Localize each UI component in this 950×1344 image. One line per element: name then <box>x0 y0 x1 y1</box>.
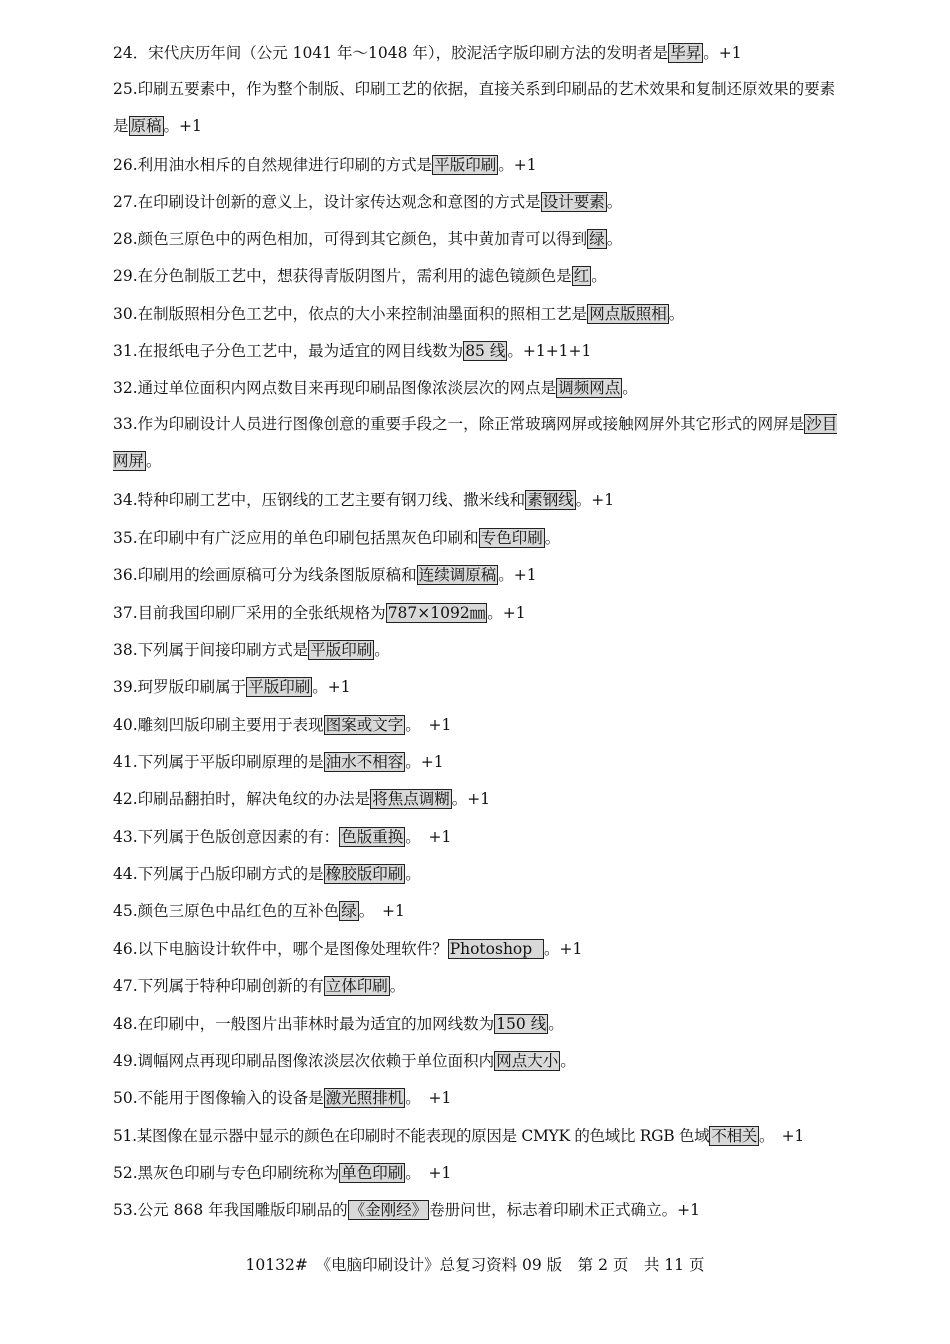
question-text: 在印刷中有广泛应用的单色印刷包括黑灰色印刷和 <box>137 529 479 547</box>
question-28: 28.颜色三原色中的两色相加，可得到其它颜色，其中黄加青可以得到 绿 。 <box>113 230 623 248</box>
question-24: 24．宋代庆历年间（公元 1041 年～1048 年），胶泥活字版印刷方法的发明者是 毕昇 。+1 <box>113 44 742 62</box>
question-text: 印刷品翻拍时，解决龟纹的办法是 <box>137 790 371 808</box>
question-text: 下列属于色版创意因素的有： <box>137 828 340 846</box>
question-32: 32.通过单位面积内网点数目来再现印刷品图像浓淡层次的网点是 调频网点 。 <box>113 379 638 397</box>
question-number: 24 <box>113 44 133 62</box>
answer-box: 单色印刷 <box>341 1164 404 1182</box>
question-number: 43 <box>113 828 133 846</box>
question-38: 38.下列属于间接印刷方式是 平版印刷 。 <box>113 641 390 659</box>
question-suffix: 。+1 <box>487 604 526 622</box>
answer-box: 专色印刷 <box>480 529 543 547</box>
answer-box: 沙目网屏 <box>113 415 838 470</box>
answer-box: 85 线 <box>465 342 506 360</box>
answer-box: 素钢线 <box>527 491 574 509</box>
question-text: 印刷用的绘画原稿可分为线条图版原稿和 <box>137 566 417 584</box>
question-34: 34.特种印刷工艺中，压钢线的工艺主要有钢刀线、撒米线和 素钢线 。+1 <box>113 491 615 509</box>
question-suffix: 。+1 <box>575 491 615 509</box>
question-50: 50.不能用于图像输入的设备是 激光照排机 。 +1 <box>113 1089 452 1107</box>
answer-box: 绿 <box>589 230 605 248</box>
question-suffix: 。 <box>606 193 623 211</box>
question-number: 35 <box>113 529 133 547</box>
question-suffix: 。 <box>548 1015 564 1033</box>
question-text: 以下电脑设计软件中，哪个是图像处理软件？ <box>137 940 448 958</box>
question-text: 调幅网点再现印刷品图像浓淡层次依赖于单位面积内 <box>137 1052 495 1070</box>
answer-box: 网点大小 <box>496 1052 559 1070</box>
answer-box: 平版印刷 <box>434 156 497 174</box>
question-39: 39.珂罗版印刷属于 平版印刷 。+1 <box>113 678 351 696</box>
question-number: 25 <box>113 80 133 98</box>
question-suffix: 。 +1 <box>405 828 452 846</box>
question-51: 51.某图像在显示器中显示的颜色在印刷时不能表现的原因是 CMYK 的色域比 RGB 色域 不相关 。 +1 <box>113 1127 804 1145</box>
question-text: 黑灰色印刷与专色印刷统称为 <box>137 1164 340 1182</box>
question-suffix: 。+1 <box>703 44 742 62</box>
question-text: 在印刷中，一般图片出菲林时最为适宜的加网线数为 <box>137 1015 495 1033</box>
question-suffix: 。+1+1+1 <box>507 342 592 360</box>
question-46: 46.以下电脑设计软件中，哪个是图像处理软件？ Photoshop 。+1 <box>113 940 583 958</box>
answer-box: 红 <box>573 267 590 285</box>
question-text: 宋代庆历年间（公元 1041 年～1048 年），胶泥活字版印刷方法的发明者是 <box>148 44 669 62</box>
answer-box: 787×1092㎜ <box>387 604 486 622</box>
answer-box: 150 线 <box>496 1015 547 1033</box>
question-number: 26 <box>113 156 133 174</box>
question-43: 43.下列属于色版创意因素的有： 色版重换 。 +1 <box>113 828 452 846</box>
question-44: 44.下列属于凸版印刷方式的是 橡胶版印刷 。 <box>113 865 421 883</box>
question-number: 50 <box>113 1089 133 1107</box>
question-45: 45.颜色三原色中品红色的互补色 绿 。 +1 <box>113 902 405 920</box>
question-number: 41 <box>113 753 133 771</box>
question-suffix: 。 +1 <box>405 716 452 734</box>
question-number: 47 <box>113 977 133 995</box>
answer-box: 连续调原稿 <box>418 566 497 584</box>
question-text: 雕刻凹版印刷主要用于表现 <box>137 716 324 734</box>
question-number: 29 <box>113 267 133 285</box>
question-text: 下列属于平版印刷原理的是 <box>137 753 324 771</box>
answer-box: 不相关 <box>711 1127 757 1145</box>
question-suffix: 。 <box>668 305 685 323</box>
question-40: 40.雕刻凹版印刷主要用于表现 图案或文字 。 +1 <box>113 716 452 734</box>
question-text: 在制版照相分色工艺中，依点的大小来控制油墨面积的照相工艺是 <box>137 305 588 323</box>
answer-box: 绿 <box>341 902 357 920</box>
question-suffix: 。+1 <box>163 117 202 135</box>
question-suffix: 。 <box>146 452 162 470</box>
answer-box: Photoshop <box>449 940 543 958</box>
question-number: 53 <box>113 1201 133 1219</box>
answer-box: 立体印刷 <box>325 977 388 995</box>
question-number: 49 <box>113 1052 133 1070</box>
question-suffix: 卷册问世，标志着印刷术正式确立。+1 <box>429 1201 700 1219</box>
question-number: 48 <box>113 1015 133 1033</box>
question-25: 25.印刷五要素中，作为整个制版、印刷工艺的依据，直接关系到印刷品的艺术效果和复制还原效果的要素是 原稿 。+1 <box>113 80 836 135</box>
question-suffix: 。 <box>389 977 406 995</box>
question-53: 53.公元 868 年我国雕版印刷品的 《金刚经》 卷册问世，标志着印刷术正式确立。+1 <box>113 1201 700 1219</box>
question-suffix: 。 +1 <box>358 902 405 920</box>
question-text: 不能用于图像输入的设备是 <box>137 1089 324 1107</box>
question-number: 30 <box>113 305 133 323</box>
question-text: 公元 868 年我国雕版印刷品的 <box>137 1201 348 1219</box>
question-suffix: 。+1 <box>498 156 537 174</box>
question-suffix: 。+1 <box>498 566 537 584</box>
page-footer: 10132# 《电脑印刷设计》总复习资料 09 版 第 2 页 共 11 页 <box>245 1256 705 1274</box>
question-number: 40 <box>113 716 133 734</box>
question-suffix: 。 +1 <box>405 1089 452 1107</box>
question-35: 35.在印刷中有广泛应用的单色印刷包括黑灰色印刷和 专色印刷 。 <box>113 529 561 547</box>
question-text: 下列属于凸版印刷方式的是 <box>137 865 324 883</box>
question-49: 49.调幅网点再现印刷品图像浓淡层次依赖于单位面积内 网点大小 。 <box>113 1052 576 1070</box>
answer-box: 色版重换 <box>341 828 404 846</box>
answer-box: 图案或文字 <box>325 716 404 734</box>
question-suffix: 。 <box>606 230 623 248</box>
question-text: 某图像在显示器中显示的颜色在印刷时不能表现的原因是 CMYK 的色域比 RGB 色域 <box>136 1127 710 1145</box>
question-suffix: 。+1 <box>405 753 444 771</box>
answer-box: 将焦点调糊 <box>372 790 450 808</box>
question-31: 31.在报纸电子分色工艺中，最为适宜的网目线数为 85 线 。+1+1+1 <box>113 342 592 360</box>
question-text: 作为印刷设计人员进行图像创意的重要手段之一，除正常玻璃网屏或接触网屏外其它形式的网屏是 <box>137 415 805 433</box>
question-42: 42.印刷品翻拍时，解决龟纹的办法是 将焦点调糊 。+1 <box>113 790 491 808</box>
question-26: 26.利用油水相斥的自然规律进行印刷的方式是 平版印刷 。+1 <box>113 156 537 174</box>
question-text: 特种印刷工艺中，压钢线的工艺主要有钢刀线、撒米线和 <box>137 491 526 509</box>
question-suffix: 。 +1 <box>405 1164 452 1182</box>
question-suffix: 。 <box>622 379 638 397</box>
question-33: 33.作为印刷设计人员进行图像创意的重要手段之一，除正常玻璃网屏或接触网屏外其它形式的网屏是 沙目网屏 。 <box>113 415 838 470</box>
question-number: 27 <box>113 193 133 211</box>
question-text: 印刷五要素中，作为整个制版、印刷工艺的依据，直接关系到印刷品的艺术效果和复制还原效果的要素是 <box>113 80 836 135</box>
question-text: 目前我国印刷厂采用的全张纸规格为 <box>137 604 386 622</box>
question-number: 37 <box>113 604 133 622</box>
answer-box: 设计要素 <box>542 193 605 211</box>
question-text: 珂罗版印刷属于 <box>137 678 247 696</box>
question-number: 45 <box>113 902 133 920</box>
question-37: 37.目前我国印刷厂采用的全张纸规格为 787×1092㎜ 。+1 <box>113 604 526 622</box>
question-suffix: 。 <box>374 641 390 659</box>
question-suffix: 。 +1 <box>758 1127 804 1145</box>
answer-box: 平版印刷 <box>248 678 311 696</box>
question-suffix: 。+1 <box>312 678 351 696</box>
question-suffix: 。 <box>560 1052 576 1070</box>
question-text: 下列属于间接印刷方式是 <box>137 641 309 659</box>
question-number: 33 <box>113 415 133 433</box>
question-29: 29.在分色制版工艺中，想获得青版阴图片，需利用的滤色镜颜色是 红 。 <box>113 267 607 285</box>
question-suffix: 。 <box>405 865 421 883</box>
answer-box: 毕昇 <box>670 44 702 62</box>
question-suffix: 。 <box>591 267 607 285</box>
question-text: 在印刷设计创新的意义上，设计家传达观念和意图的方式是 <box>137 193 541 211</box>
answer-box: 网点版照相 <box>589 305 667 323</box>
question-text: 利用油水相斥的自然规律进行印刷的方式是 <box>137 156 433 174</box>
question-30: 30.在制版照相分色工艺中，依点的大小来控制油墨面积的照相工艺是 网点版照相 。 <box>113 305 685 323</box>
question-suffix: 。 <box>544 529 561 547</box>
question-41: 41.下列属于平版印刷原理的是 油水不相容 。+1 <box>113 753 444 771</box>
question-52: 52.黑灰色印刷与专色印刷统称为 单色印刷 。 +1 <box>113 1164 452 1182</box>
question-number: 38 <box>113 641 133 659</box>
question-27: 27.在印刷设计创新的意义上，设计家传达观念和意图的方式是 设计要素 。 <box>113 193 623 211</box>
question-text: 在分色制版工艺中，想获得青版阴图片，需利用的滤色镜颜色是 <box>137 267 572 285</box>
answer-box: 橡胶版印刷 <box>325 865 404 883</box>
question-number: 44 <box>113 865 133 883</box>
question-number: 39 <box>113 678 133 696</box>
question-number: 28 <box>113 230 133 248</box>
question-number: 42 <box>113 790 133 808</box>
question-suffix: 。+1 <box>451 790 491 808</box>
question-text: 在报纸电子分色工艺中，最为适宜的网目线数为 <box>137 342 464 360</box>
answer-box: 调频网点 <box>558 379 621 397</box>
question-text: 颜色三原色中的两色相加，可得到其它颜色，其中黄加青可以得到 <box>137 230 588 248</box>
answer-box: 激光照排机 <box>325 1089 404 1107</box>
question-text: 下列属于特种印刷创新的有 <box>137 977 324 995</box>
question-number: 51 <box>113 1127 133 1145</box>
question-number: 46 <box>113 940 133 958</box>
question-48: 48.在印刷中，一般图片出菲林时最为适宜的加网线数为 150 线 。 <box>113 1015 564 1033</box>
question-number: 36 <box>113 566 133 584</box>
answer-box: 平版印刷 <box>310 641 373 659</box>
answer-box: 油水不相容 <box>325 753 404 771</box>
question-suffix: 。+1 <box>544 940 583 958</box>
question-47: 47.下列属于特种印刷创新的有 立体印刷 。 <box>113 977 406 995</box>
answer-box: 《金刚经》 <box>349 1201 428 1219</box>
question-36: 36.印刷用的绘画原稿可分为线条图版原稿和 连续调原稿 。+1 <box>113 566 537 584</box>
question-number: 34 <box>113 491 133 509</box>
question-number: 52 <box>113 1164 133 1182</box>
question-text: 通过单位面积内网点数目来再现印刷品图像浓淡层次的网点是 <box>137 379 557 397</box>
question-number: 31 <box>113 342 133 360</box>
answer-box: 原稿 <box>130 117 162 135</box>
question-text: 颜色三原色中品红色的互补色 <box>137 902 340 920</box>
question-number: 32 <box>113 379 133 397</box>
